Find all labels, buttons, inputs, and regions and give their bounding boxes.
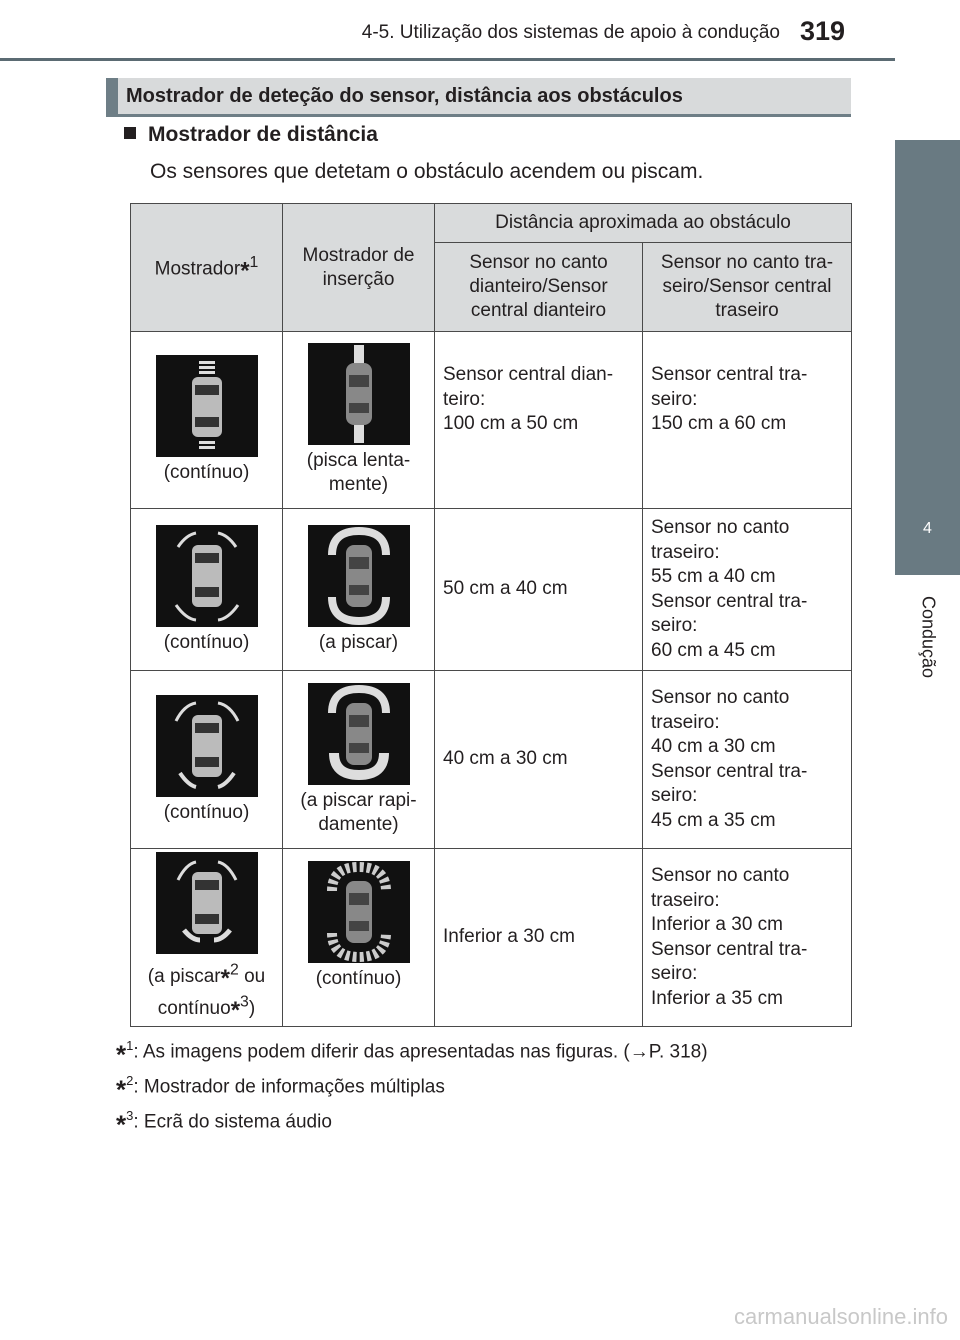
- display-cell: [131, 849, 283, 1027]
- table-row: [131, 671, 852, 849]
- header-display: Mostrador*$^1$: [131, 204, 283, 332]
- display-caption: (contínuo): [163, 801, 250, 823]
- distance-table: [130, 203, 852, 1027]
- insertion-caption: (pisca lenta-mente): [306, 450, 411, 495]
- chapter-tab-number: 4: [923, 520, 932, 537]
- sedan-insertion-display-icon: [308, 525, 410, 627]
- display-cell: [131, 509, 283, 671]
- header-front-sensor: Sensor no canto dianteiro/Sensor central dianteiro: [435, 243, 643, 332]
- subheading-text: Mostrador de distância: [148, 123, 378, 146]
- header-rule: [0, 58, 895, 61]
- suv-sensor-display-icon: [156, 852, 258, 954]
- header-insertion: Mostrador de inserção: [283, 204, 435, 332]
- front-distance-cell: 50 cm a 40 cm: [435, 509, 643, 671]
- footnote-1: *$^1$: As imagens podem diferir das apresentadas nas figuras. (→P. 318): [116, 1038, 708, 1070]
- suv-sensor-display-icon: [156, 525, 258, 627]
- insertion-cell: [283, 509, 435, 671]
- chapter-title: 4-5. Utilização dos sistemas de apoio à condução: [361, 22, 780, 43]
- table-row: [131, 849, 852, 1027]
- footnote-2: *$^2$: Mostrador de informações múltiplas: [116, 1073, 445, 1105]
- header-distance: Distância aproximada ao obstáculo: [435, 204, 852, 243]
- front-distance-cell: Inferior a 30 cm: [435, 849, 643, 1027]
- insertion-cell: [283, 671, 435, 849]
- header-rear-sensor: Sensor no canto tra-seiro/Sensor central traseiro: [643, 243, 852, 332]
- suv-sensor-display-icon: [156, 355, 258, 457]
- section-bar-accent: [106, 78, 118, 114]
- display-caption: (contínuo): [163, 631, 250, 653]
- square-bullet-icon: [124, 127, 136, 139]
- front-distance-cell: 40 cm a 30 cm: [435, 671, 643, 849]
- display-caption: (contínuo): [163, 462, 250, 483]
- sedan-insertion-display-icon: [308, 861, 410, 963]
- insertion-cell: [283, 332, 435, 509]
- asterisk-mark: *: [240, 257, 250, 285]
- front-distance-cell: Sensor central dian- teiro: 100 cm a 50 cm: [435, 332, 643, 509]
- rear-distance-cell: Sensor no canto traseiro: 55 cm a 40 cm Sensor central tra- seiro: 60 cm a 45 cm: [643, 509, 852, 671]
- rear-distance-cell: Sensor no canto traseiro: 40 cm a 30 cm Sensor central tra- seiro: 45 cm a 35 cm: [643, 671, 852, 849]
- chapter-side-tab: [895, 140, 960, 575]
- subheading: [124, 123, 378, 147]
- insertion-caption: (a piscar rapi-damente): [300, 789, 417, 835]
- suv-sensor-display-icon: [156, 695, 258, 797]
- intro-text: Os sensores que detetam o obstáculo acendem ou piscam.: [150, 160, 704, 183]
- rear-distance-cell: Sensor central tra- seiro: 150 cm a 60 cm: [643, 332, 852, 509]
- rear-distance-cell: Sensor no canto traseiro: Inferior a 30 cm Sensor central tra- seiro: Inferior a 35 cm: [643, 849, 852, 1027]
- table-row: [131, 509, 852, 671]
- footnote-3: *$^3$: Ecrã do sistema áudio: [116, 1108, 332, 1140]
- table-row: [131, 332, 852, 509]
- display-caption: (a piscar*$^2$ ou contínuo*$^3$): [147, 961, 266, 1024]
- section-title: Mostrador de deteção do sensor, distância aos obstáculos: [126, 85, 683, 107]
- insertion-caption: (contínuo): [315, 967, 402, 989]
- section-title-bar: [106, 78, 851, 117]
- chapter-side-label: Condução: [918, 595, 939, 679]
- insertion-caption: (a piscar): [318, 631, 399, 653]
- watermark: carmanualsonline.info: [733, 1304, 948, 1329]
- page-number: 319: [800, 16, 846, 46]
- display-cell: [131, 671, 283, 849]
- sedan-insertion-display-icon: [308, 343, 410, 445]
- sedan-insertion-display-icon: [308, 683, 410, 785]
- insertion-cell: [283, 849, 435, 1027]
- display-cell: [131, 332, 283, 509]
